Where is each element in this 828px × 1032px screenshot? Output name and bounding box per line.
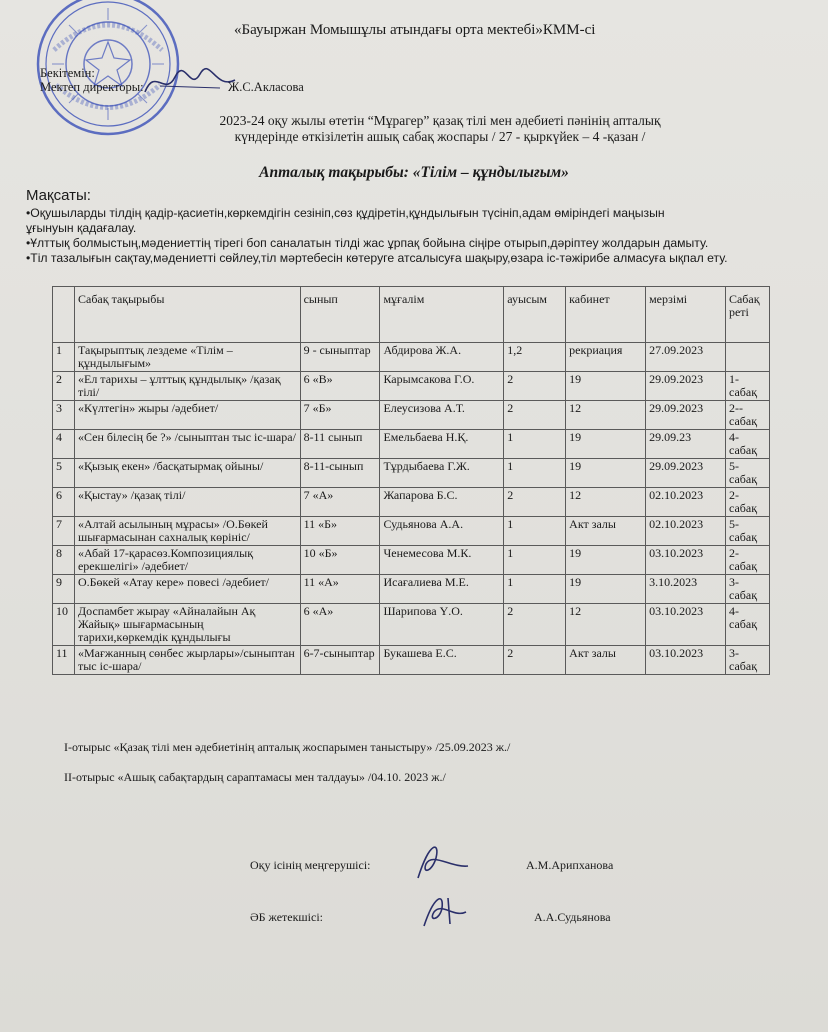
table-cell: 1 xyxy=(504,459,566,488)
table-cell: Судьянова А.А. xyxy=(380,517,504,546)
table-cell: 4-сабақ xyxy=(725,430,769,459)
col-header: кабинет xyxy=(566,287,646,343)
signature-role: Оқу ісінің меңгерушісі: xyxy=(250,858,371,872)
table-cell: Исағалиева М.Е. xyxy=(380,575,504,604)
table-cell: 11 «А» xyxy=(300,575,380,604)
leader-signature xyxy=(420,890,470,930)
table-cell: 2 xyxy=(504,401,566,430)
table-cell: 2 xyxy=(504,488,566,517)
table-row xyxy=(53,430,770,459)
table-cell: 19 xyxy=(566,459,646,488)
table-cell: 7 «Б» xyxy=(300,401,380,430)
table-cell: 5 xyxy=(53,459,75,488)
table-cell: 6-7-сыныптар xyxy=(300,646,380,675)
table-cell: 2-сабақ xyxy=(725,488,769,517)
col-header: Сабақ тақырыбы xyxy=(74,287,300,343)
table-cell: «Күлтегін» жыры /әдебиет/ xyxy=(74,401,300,430)
table-cell: 29.09.23 xyxy=(646,430,726,459)
table-cell: 3 xyxy=(53,401,75,430)
table-cell: 03.10.2023 xyxy=(646,646,726,675)
table-row xyxy=(53,604,770,646)
table-row xyxy=(53,517,770,546)
table-cell: Абдирова Ж.А. xyxy=(380,343,504,372)
table-cell: 9 - сыныптар xyxy=(300,343,380,372)
table-cell: Емельбаева Н.Қ. xyxy=(380,430,504,459)
table-cell: Акт залы xyxy=(566,646,646,675)
table-cell: 8 xyxy=(53,546,75,575)
col-header: Сабақ реті xyxy=(725,287,769,343)
col-header: мұғалім xyxy=(380,287,504,343)
table-cell: 3.10.2023 xyxy=(646,575,726,604)
table-cell: 03.10.2023 xyxy=(646,604,726,646)
table-header-row xyxy=(53,287,770,343)
table-cell: 02.10.2023 xyxy=(646,517,726,546)
table-cell: 3-сабақ xyxy=(725,575,769,604)
table-cell: 19 xyxy=(566,430,646,459)
table-cell: 5-сабақ xyxy=(725,517,769,546)
table-cell: О.Бөкей «Атау кере» повесі /әдебиет/ xyxy=(74,575,300,604)
table-row xyxy=(53,343,770,372)
table-cell: 1-сабақ xyxy=(725,372,769,401)
table-cell: Тұрдыбаева Г.Ж. xyxy=(380,459,504,488)
table-cell: рекриация xyxy=(566,343,646,372)
table-cell: 6 «В» xyxy=(300,372,380,401)
table-row xyxy=(53,459,770,488)
table-cell: Ченемесова М.К. xyxy=(380,546,504,575)
table-cell: 2 xyxy=(504,646,566,675)
table-cell: Елеусизова А.Т. xyxy=(380,401,504,430)
col-header xyxy=(53,287,75,343)
table-cell: «Сен білесің бе ?» /сыныптан тыс іс-шара/ xyxy=(74,430,300,459)
table-cell: 12 xyxy=(566,604,646,646)
table-cell: «Ел тарихы – ұлттық құндылық» /қазақ тілі/ xyxy=(74,372,300,401)
school-name: «Бауыржан Момышұлы атындағы орта мектебі»КММ-сі xyxy=(234,22,596,38)
table-cell: 8-11-сынып xyxy=(300,459,380,488)
table-cell: 2 xyxy=(53,372,75,401)
table-cell: 4 xyxy=(53,430,75,459)
table-cell: 19 xyxy=(566,372,646,401)
table-cell: 6 «А» xyxy=(300,604,380,646)
table-cell: 19 xyxy=(566,546,646,575)
table-cell: Шарипова Ү.О. xyxy=(380,604,504,646)
director-label: Мектеп директоры: xyxy=(40,80,144,94)
table-cell: 1 xyxy=(504,517,566,546)
lessons-table xyxy=(52,286,770,675)
week-theme: Апталық тақырыбы: «Тілім – құндылығым» xyxy=(259,164,569,181)
table-cell: 6 xyxy=(53,488,75,517)
table-cell: «Қызық екен» /басқатырмақ ойыны/ xyxy=(74,459,300,488)
table-cell: 5-сабақ xyxy=(725,459,769,488)
table-cell: 29.09.2023 xyxy=(646,372,726,401)
goals-title: Мақсаты: xyxy=(26,187,91,204)
goal-item: •Ұлттық болмыстың,мәдениеттің тірегі боп саналатын тілді жас ұрпақ бойына сіңіре отырып,дәріптеу жолдарын дамыту. xyxy=(26,236,709,250)
table-cell: 7 «А» xyxy=(300,488,380,517)
table-cell: «Алтай асылының мұрасы» /О.Бөкей шығармасынан сахналық көрініс/ xyxy=(74,517,300,546)
meeting-note: І-отырыс «Қазақ тілі мен әдебиетінің апталық жоспарымен таныстыру» /25.09.2023 ж./ xyxy=(64,740,511,754)
goal-item: •Тіл тазалығын сақтау,мәдениетті сөйлеу,тіл мәртебесін көтеруге атсалысуға шақыру,өзара іс-тәжірибе алмасуға ықпал ету. xyxy=(26,251,728,265)
table-row xyxy=(53,546,770,575)
table-cell: 12 xyxy=(566,488,646,517)
table-cell: 2-сабақ xyxy=(725,546,769,575)
table-row xyxy=(53,488,770,517)
table-row xyxy=(53,575,770,604)
goal-item: •Оқушыларды тілдің қадір-қасиетін,көркемдігін сезініп,сөз құдіретін,құндылығын түсініп,адам өміріндегі маңызын xyxy=(26,206,665,220)
table-cell: 11 «Б» xyxy=(300,517,380,546)
table-cell: Жапарова Б.С. xyxy=(380,488,504,517)
table-cell: 27.09.2023 xyxy=(646,343,726,372)
table-body xyxy=(53,343,770,675)
table-cell: 7 xyxy=(53,517,75,546)
plan-title-line: 2023-24 оқу жылы өтетін “Мұрагер” қазақ тілі мен әдебиеті пәнінің апталық xyxy=(219,113,661,128)
table-cell: 1 xyxy=(504,575,566,604)
table-cell: 4-сабақ xyxy=(725,604,769,646)
table-cell: Тақырыптық лездеме «Тілім – құндылығым» xyxy=(74,343,300,372)
table-row xyxy=(53,401,770,430)
table-cell: 1 xyxy=(504,546,566,575)
table-cell: 2--сабақ xyxy=(725,401,769,430)
plan-title-line: күндерінде өткізілетін ашық сабақ жоспары / 27 - қыркүйек – 4 -қазан / xyxy=(234,129,646,144)
table-cell: 2 xyxy=(504,604,566,646)
table-row xyxy=(53,646,770,675)
director-signature xyxy=(140,62,240,102)
table-cell: 19 xyxy=(566,575,646,604)
col-header: ауысым xyxy=(504,287,566,343)
table-cell: «Қыстау» /қазақ тілі/ xyxy=(74,488,300,517)
table-cell: Карымсакова Г.О. xyxy=(380,372,504,401)
table-row xyxy=(53,372,770,401)
goal-item: ұғынуын қадағалау. xyxy=(26,221,137,235)
table-cell: 1 xyxy=(504,430,566,459)
approval-block xyxy=(40,66,144,94)
col-header: мерзімі xyxy=(646,287,726,343)
table-cell: Букашева Е.С. xyxy=(380,646,504,675)
plan-title xyxy=(150,113,730,145)
table-cell: «Абай 17-қарасөз.Композициялық ерекшелігі» /әдебиет/ xyxy=(74,546,300,575)
signature-name: А.А.Судьянова xyxy=(534,910,611,924)
goals-section xyxy=(26,187,822,266)
table-cell: 1 xyxy=(53,343,75,372)
table-cell: 12 xyxy=(566,401,646,430)
table-cell: Акт залы xyxy=(566,517,646,546)
meeting-note: ІІ-отырыс «Ашық сабақтардың сараптамасы мен талдауы» /04.10. 2023 ж./ xyxy=(64,770,446,784)
col-header: сынып xyxy=(300,287,380,343)
table-cell: 29.09.2023 xyxy=(646,401,726,430)
table-cell: 2 xyxy=(504,372,566,401)
signature-name: А.М.Арипханова xyxy=(526,858,614,872)
approval-label: Бекітемін: xyxy=(40,66,95,80)
table-cell: 3-сабақ xyxy=(725,646,769,675)
table-cell: 10 «Б» xyxy=(300,546,380,575)
table-cell xyxy=(725,343,769,372)
table-cell: 02.10.2023 xyxy=(646,488,726,517)
table-cell: 11 xyxy=(53,646,75,675)
head-teacher-signature xyxy=(412,838,472,882)
table-cell: 03.10.2023 xyxy=(646,546,726,575)
table-cell: «Мағжанның сөнбес жырлары»/сыныптан тыс іс-шара/ xyxy=(74,646,300,675)
table-cell: 8-11 сынып xyxy=(300,430,380,459)
table-cell: 1,2 xyxy=(504,343,566,372)
table-cell: 29.09.2023 xyxy=(646,459,726,488)
director-name: Ж.С.Акласова xyxy=(228,80,304,94)
table-cell: Доспамбет жырау «Айналайын Ақ Жайық» шығармасының тарихи,көркемдік құндылығы xyxy=(74,604,300,646)
table-cell: 10 xyxy=(53,604,75,646)
signature-role: ӘБ жетекшісі: xyxy=(250,910,323,924)
table-cell: 9 xyxy=(53,575,75,604)
